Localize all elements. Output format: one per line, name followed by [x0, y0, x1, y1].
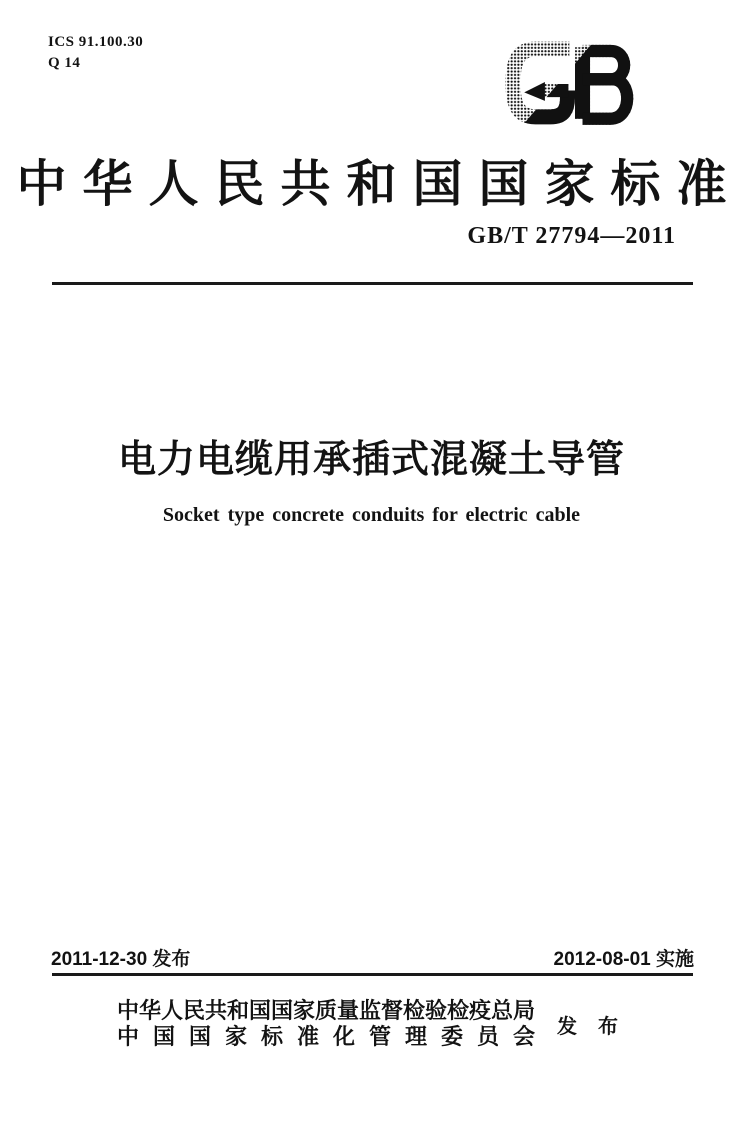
- doc-class-code: Q 14: [48, 55, 81, 71]
- standard-number: GB/T 27794—2011: [467, 223, 676, 249]
- title-chinese: 电力电缆用承插式混凝土导管: [117, 439, 625, 481]
- issue-date: 2011-12-30 发布: [51, 949, 191, 970]
- gb-logo-icon: [497, 36, 653, 130]
- publisher-block: [0, 998, 743, 1050]
- header-title: 中华人民共和国国家标准: [16, 156, 743, 212]
- implementation-date: 2012-08-01 实施: [553, 949, 694, 970]
- publish-label: 发 布: [557, 1015, 626, 1038]
- dates-row: [51, 944, 694, 971]
- dates-rule: [52, 973, 693, 976]
- title-english: Socket type concrete conduits for electric cable: [162, 504, 581, 526]
- publisher-lines: [116, 998, 549, 1050]
- ics-code: ICS 91.100.30: [48, 34, 144, 50]
- header-rule: [52, 282, 693, 285]
- ics-classification: [48, 32, 143, 74]
- publisher-line-1: 中华人民共和国国家质量监督检验检疫总局: [116, 998, 535, 1023]
- publisher-line-2: 中国国家标准化管理委员会: [116, 1024, 549, 1049]
